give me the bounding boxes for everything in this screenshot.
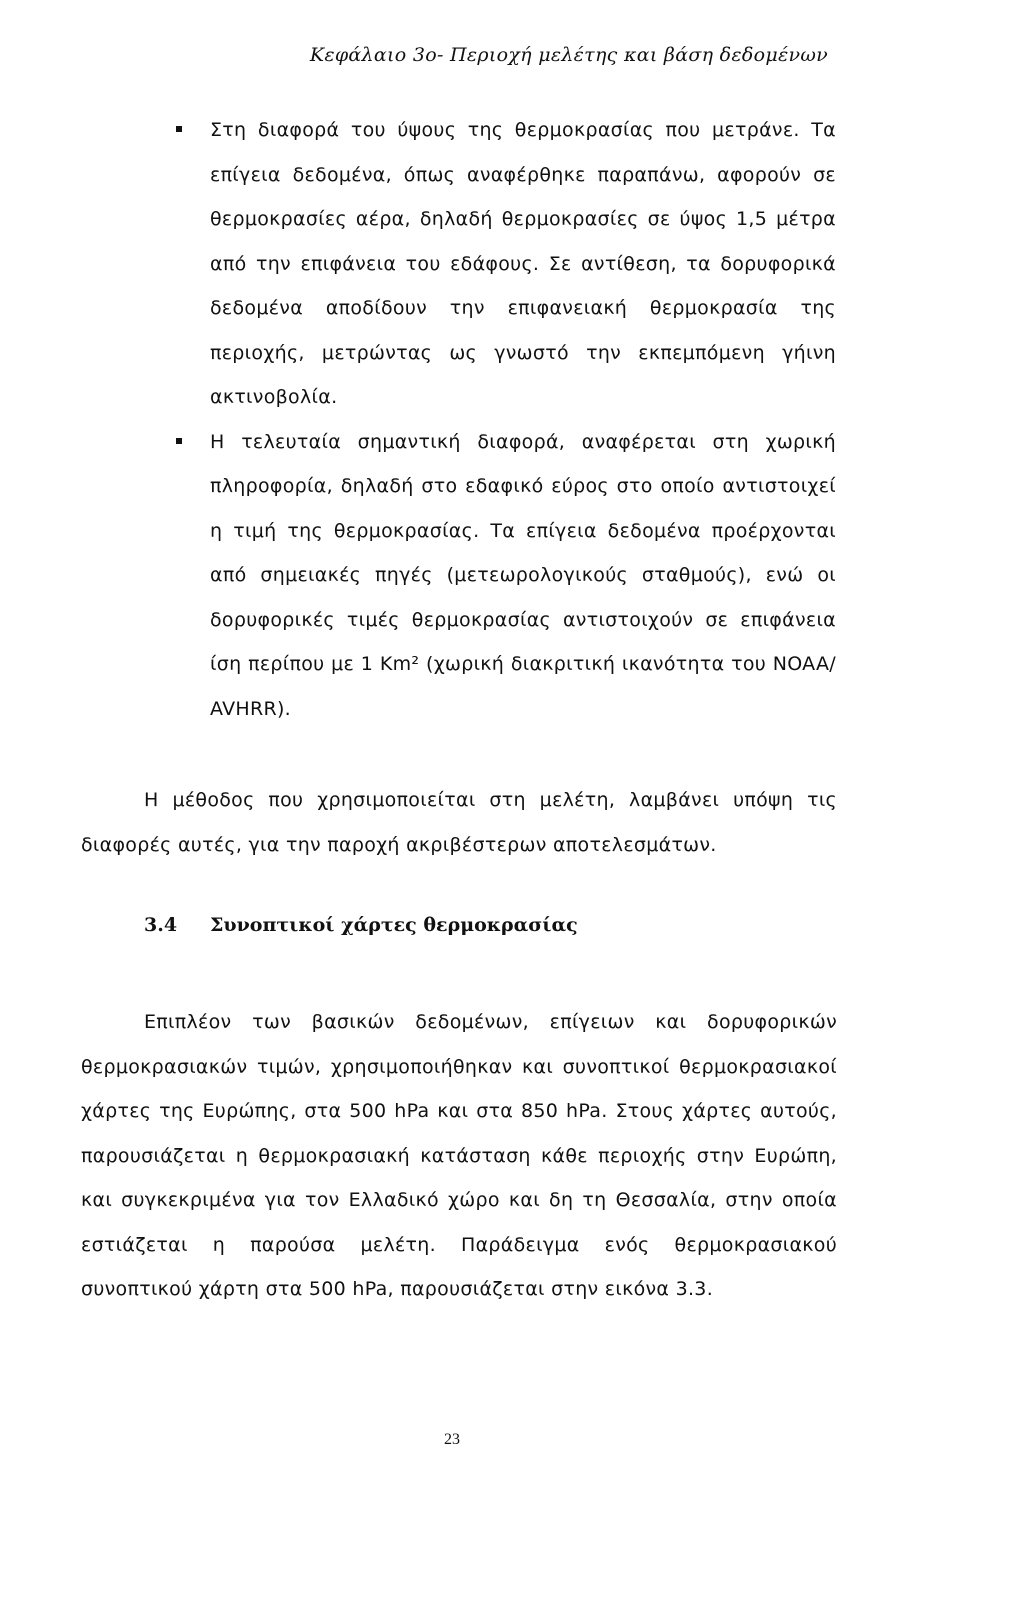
list-item-text: Στη διαφορά του ύψους της θερμοκρασίας που μετράνε. Τα επίγεια δεδομένα, όπως αναφέρθηκε παραπάνω, αφορούν σε θερμοκρασίες αέρα, δηλαδή θερμοκρασίες σε ύψος 1,5 μέτρα από την επιφάνεια του εδάφους. Σε αντίθεση, τα δορυφορικά δεδομένα αποδίδουν την επιφανειακή θερμοκρασία της περιοχής, μετρώντας ως γνωστό την εκπεμπόμενη γήινη ακτινοβολία.	[210, 119, 836, 408]
bullet-list	[176, 108, 836, 731]
section-number: 3.4	[144, 914, 178, 936]
list-item-text: Η τελευταία σημαντική διαφορά, αναφέρεται στη χωρική πληροφορία, δηλαδή στο εδαφικό εύρος στο οποίο αντιστοιχεί η τιμή της θερμοκρασίας. Τα επίγεια δεδομένα προέρχονται από σημειακές πηγές (μετεωρολογικούς σταθμούς), ενώ οι δορυφορικές τιμές θερμοκρασίας αντιστοιχούν σε επιφάνεια ίση περίπου με 1 Km² (χωρική διακριτική ικανότητα του NOAA/ AVHRR).	[210, 430, 836, 720]
square-bullet-icon	[176, 438, 182, 444]
running-header: Κεφάλαιο 3ο- Περιοχή μελέτης και βάση δεδομένων	[309, 44, 828, 66]
square-bullet-icon	[176, 126, 182, 132]
page-number: 23	[444, 1431, 460, 1448]
body-paragraph: Η μέθοδος που χρησιμοποιείται στη μελέτη, λαμβάνει υπόψη τις διαφορές αυτές, για την παροχή ακριβέστερων αποτελεσμάτων.	[81, 789, 837, 856]
section-heading	[144, 914, 578, 936]
list-item	[176, 420, 836, 732]
list-item	[176, 108, 836, 420]
section-title: Συνοπτικοί χάρτες θερμοκρασίας	[210, 914, 578, 936]
body-paragraph: Επιπλέον των βασικών δεδομένων, επίγειων και δορυφορικών θερμοκρασιακών τιμών, χρησιμοποιήθηκαν και συνοπτικοί θερμοκρασιακοί χάρτες της Ευρώπης, στα 500 hPa και στα 850 hPa. Στους χάρτες αυτούς, παρουσιάζεται η θερμοκρασιακή κατάσταση κάθε περιοχής στην Ευρώπη, και συγκεκριμένα για τον Ελλαδικό χώρο και δη τη Θεσσαλία, στην οποία εστιάζεται η παρούσα μελέτη. Παράδειγμα ενός θερμοκρασιακού συνοπτικού χάρτη στα 500 hPa, παρουσιάζεται στην εικόνα 3.3.	[81, 1011, 837, 1300]
